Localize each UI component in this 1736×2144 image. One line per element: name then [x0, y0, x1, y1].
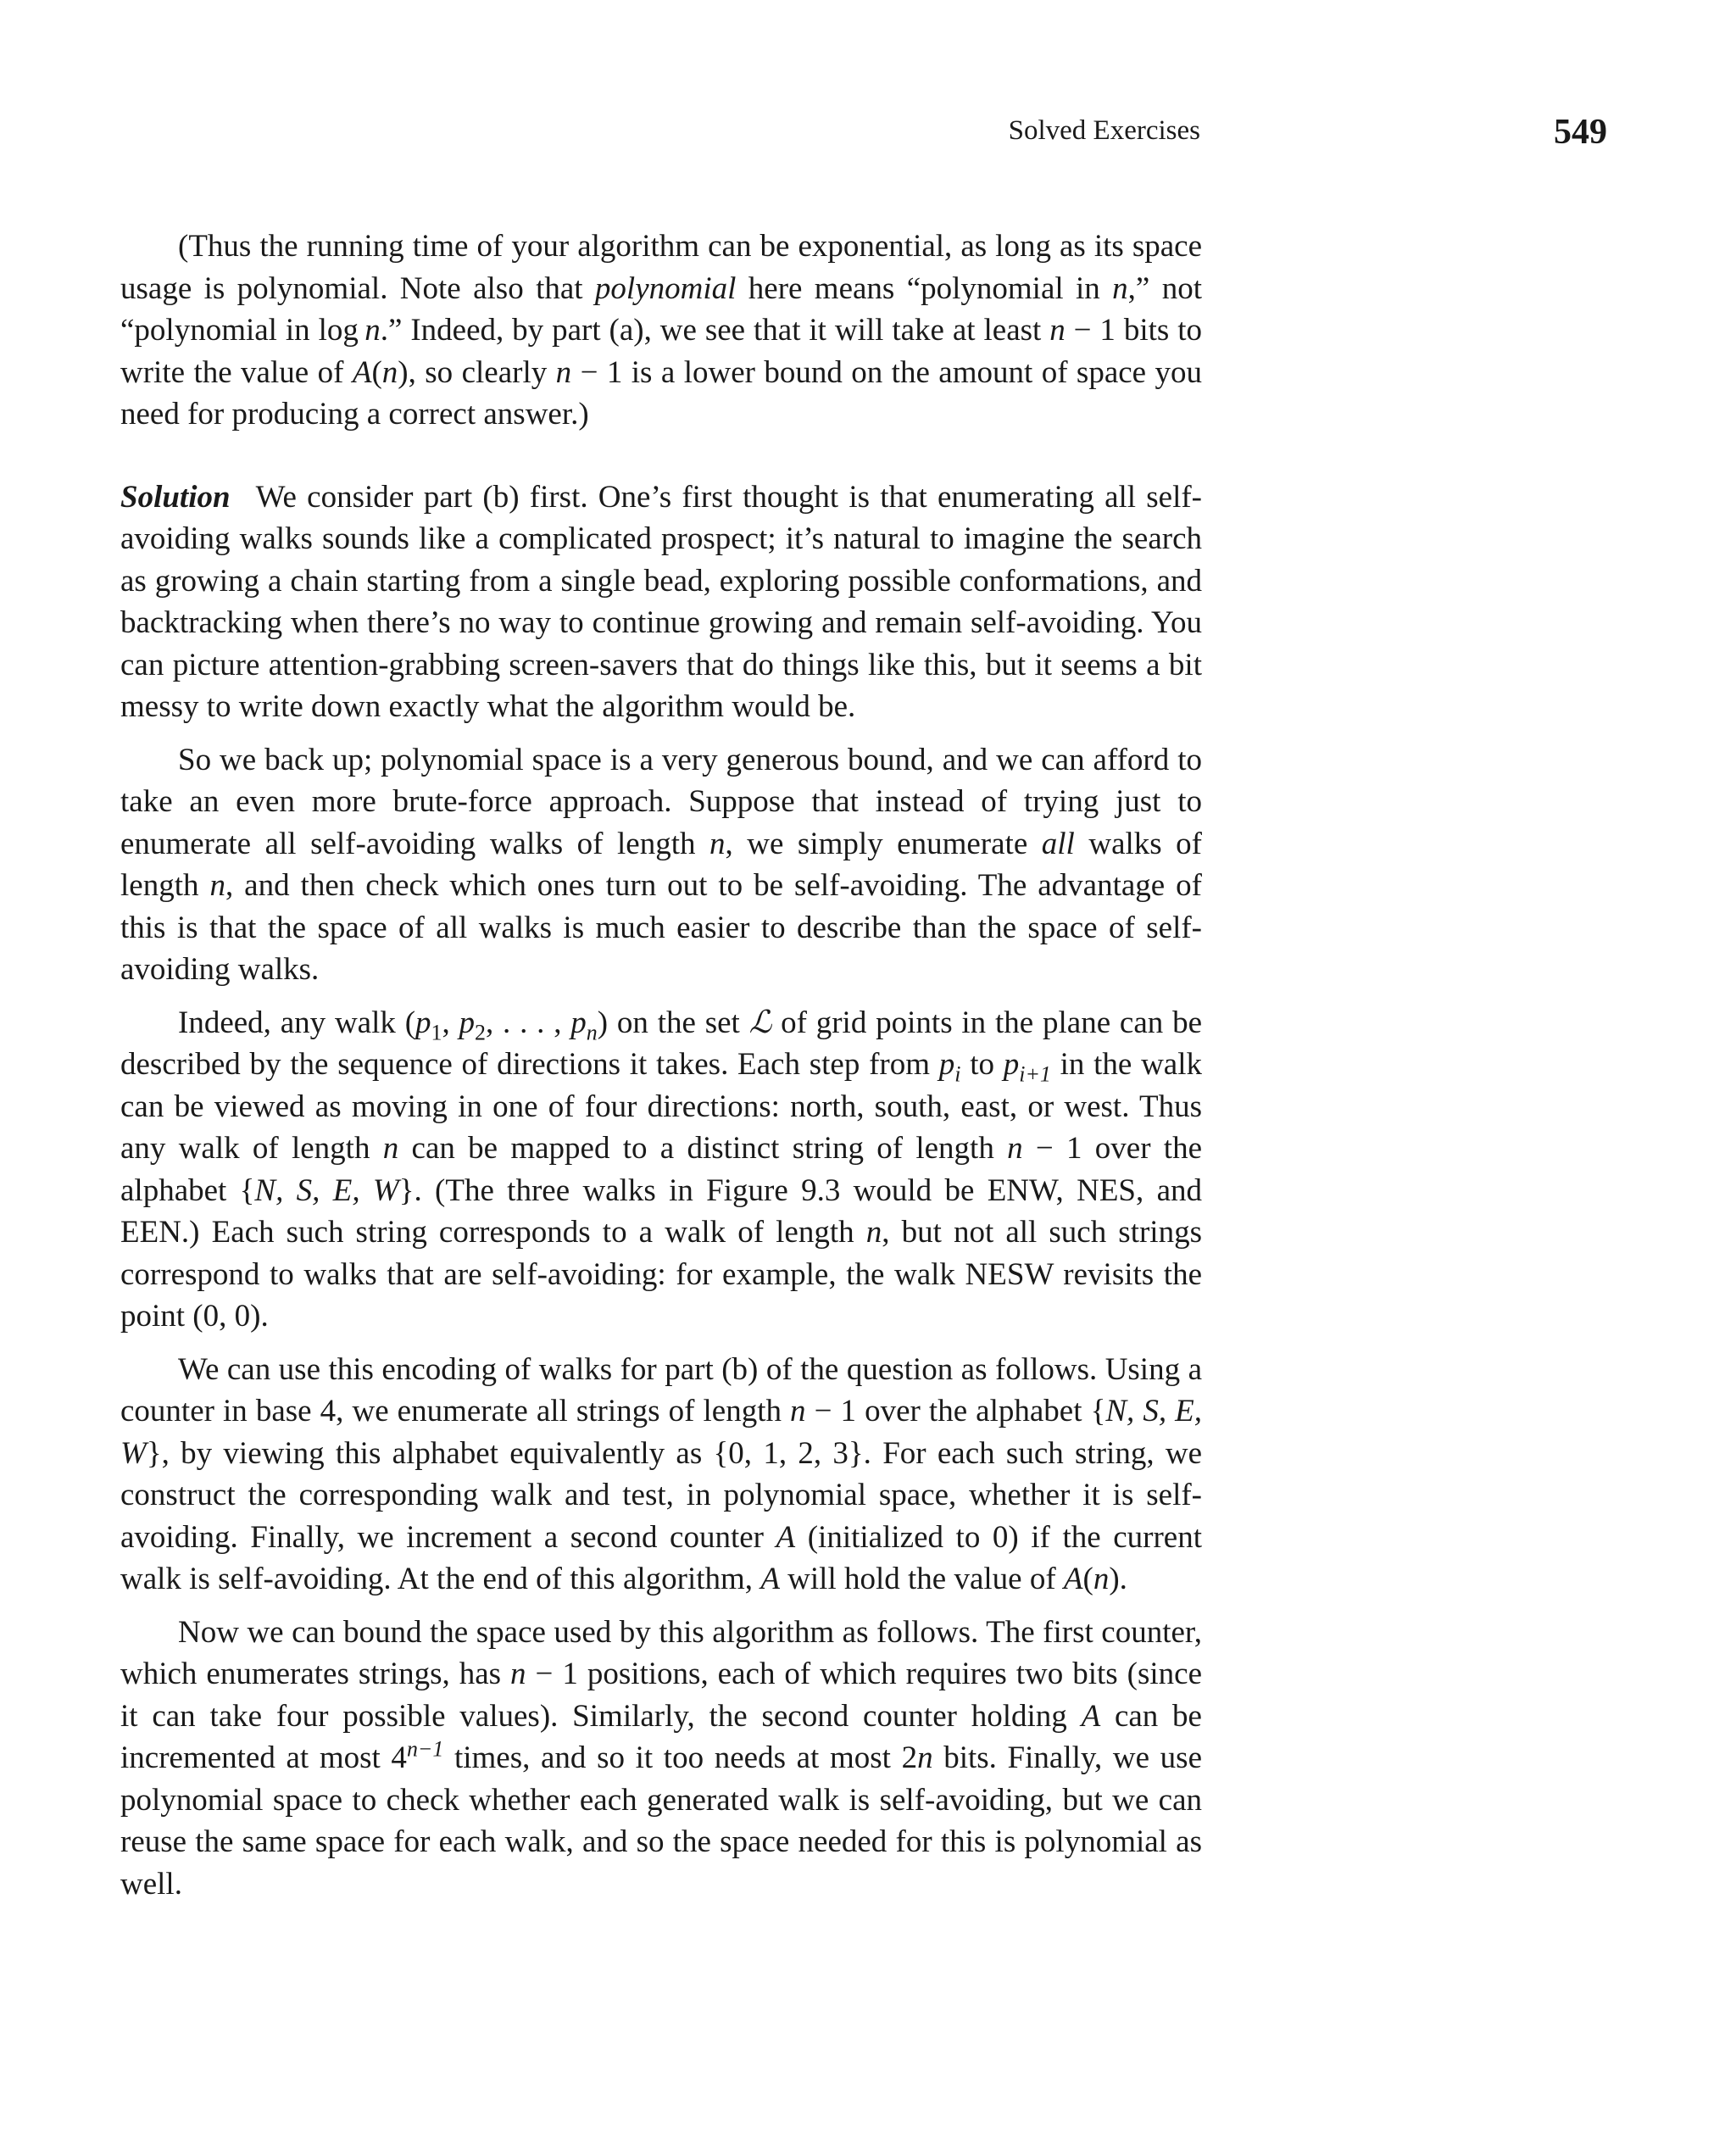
text: , we simply enumerate [725, 826, 1042, 861]
math-var: n [381, 354, 398, 390]
page-number: 549 [1554, 113, 1607, 152]
math-var: n [1112, 270, 1128, 306]
text: So we back up; polynomial space is a very generous bound, and we can afford to take an even more brute-force approach. Suppose that instead of trying just to enumerate all self-avoiding walks of length [120, 742, 1202, 861]
text: Now we can bound the space used by this algorithm as follows. The first counter, which enumerates strings, has [120, 1614, 1202, 1691]
text: }, by viewing this alphabet equivalently as {0, 1, 2, 3}. For each such string, we construct the corresponding walk and test, in polynomial space, whether it is self-avoiding. Finally, we increment a second counter [120, 1435, 1202, 1555]
text: to [960, 1047, 1004, 1082]
text: ( [1082, 1562, 1093, 1596]
text: bits. Finally, we use polynomial space to check whether each generated walk is self-avoiding, but we can reuse the same space for each walk, and so the space needed for this is polynomial as well. [120, 1740, 1202, 1902]
math-var: A [1081, 1698, 1101, 1734]
text: , . . . , [485, 1005, 571, 1040]
math-var: n [790, 1394, 806, 1428]
text: (initialized to 0) if the current walk is self-avoiding. At the end of this algorithm, [120, 1519, 1202, 1596]
math-var: n [1007, 1131, 1023, 1166]
subscript: 1 [431, 1019, 442, 1044]
paragraph-5 [120, 1349, 1202, 1601]
text: can be incremented at most 4 [120, 1698, 1202, 1775]
math-var: ℒ [748, 1005, 772, 1040]
text: , but not all such strings correspond to walks that are self-avoiding: for example, the walk NESW revisits the point (0, 0). [120, 1215, 1202, 1334]
text: We consider part (b) first. One’s first thought is that enumerating all self-avoiding walks sounds like a complicated prospect; it’s natural to imagine the search as growing a chain starting from a single bead, exploring possible conformations, and backtracking when there’s no way to continue growing and remain self-avoiding. You can picture attention-grabbing screen-savers that do things like this, but it seems a bit messy to write down exactly what the algorithm would be. [120, 479, 1202, 724]
math-var: N, S, E, W [254, 1172, 399, 1208]
text: − 1 is a lower bound on the amount of space you need for producing a correct answer.) [120, 354, 1203, 432]
math-var: p [459, 1005, 476, 1040]
text: , and then check which ones turn out to be self-avoiding. The advantage of this is that the space of all walks is much easier to describe than the space of self-avoiding walks. [120, 868, 1203, 987]
text: (Thus the running time of your algorithm can be exponential, as long as its space usage is polynomial. Note also that [120, 229, 1202, 306]
math-var: A [776, 1519, 796, 1555]
math-var: n [382, 1131, 399, 1166]
paragraph-3 [120, 739, 1202, 991]
text: ). [1109, 1562, 1127, 1596]
math-var: n [364, 313, 381, 348]
emphasis: polynomial [594, 270, 737, 306]
paragraph-4 [120, 1002, 1202, 1338]
math-var: n [1049, 313, 1066, 348]
math-var: A [352, 354, 372, 390]
math-var: n [510, 1657, 526, 1691]
text: We can use this encoding of walks for part (b) of the question as follows. Using a counter in base 4, we enumerate all strings of length [120, 1351, 1202, 1428]
math-var: n [709, 826, 726, 861]
paragraph-solution [120, 476, 1202, 728]
emphasis: all [1041, 826, 1075, 861]
math-var: p [1003, 1047, 1020, 1082]
math-var: N, S, E, W [120, 1394, 1203, 1471]
subscript: n [586, 1019, 598, 1044]
text: ( [371, 354, 382, 390]
math-var: n [209, 868, 225, 903]
text: }. (The three walks in Figure 9.3 would be ENW, NES, and EEN.) Each such string corresponds to a walk of length [120, 1172, 1202, 1250]
math-var: p [938, 1047, 955, 1082]
text: of grid points in the plane can be described by the sequence of directions it takes. Each step from [120, 1005, 1203, 1082]
text: .” Indeed, by part (a), we see that it will take at least [380, 313, 1050, 348]
text: will hold the value of [779, 1562, 1064, 1596]
text: ,” not “polynomial in log [120, 270, 1202, 348]
text: Indeed, any walk ( [178, 1005, 416, 1040]
text: − 1 bits to write the value of [120, 313, 1203, 390]
body-text [120, 226, 1202, 1916]
math-var: n [555, 354, 572, 390]
text: times, and so it too needs at most 2 [443, 1740, 918, 1775]
text: walks of length [120, 826, 1202, 903]
math-var: n [917, 1740, 933, 1775]
paragraph-1 [120, 226, 1202, 436]
superscript: n−1 [406, 1736, 444, 1762]
math-var: A [1063, 1562, 1083, 1596]
math-var: n [1093, 1562, 1110, 1596]
running-head: Solved Exercises [1008, 115, 1200, 146]
math-var: p [415, 1005, 431, 1040]
subscript: 2 [475, 1019, 486, 1044]
text: , [442, 1005, 459, 1040]
paragraph-6 [120, 1612, 1202, 1906]
math-var: p [570, 1005, 587, 1040]
text: − 1 positions, each of which requires two bits (since it can take four possible values). Similarly, the second counter holding [120, 1657, 1202, 1734]
text: ), so clearly [398, 354, 556, 390]
math-var: n [865, 1215, 882, 1250]
text: − 1 over the alphabet { [120, 1131, 1202, 1208]
math-var: A [760, 1562, 780, 1596]
text: can be mapped to a distinct string of length [398, 1131, 1008, 1166]
text: ) on the set [597, 1005, 749, 1040]
text: in the walk can be viewed as moving in one of four directions: north, south, east, or west. Thus any walk of length [120, 1047, 1203, 1166]
text: − 1 over the alphabet { [805, 1394, 1106, 1428]
solution-label: Solution [120, 479, 231, 515]
text: here means “polynomial in [736, 270, 1113, 306]
subscript: i+1 [1019, 1061, 1051, 1087]
subscript: i [954, 1061, 961, 1087]
